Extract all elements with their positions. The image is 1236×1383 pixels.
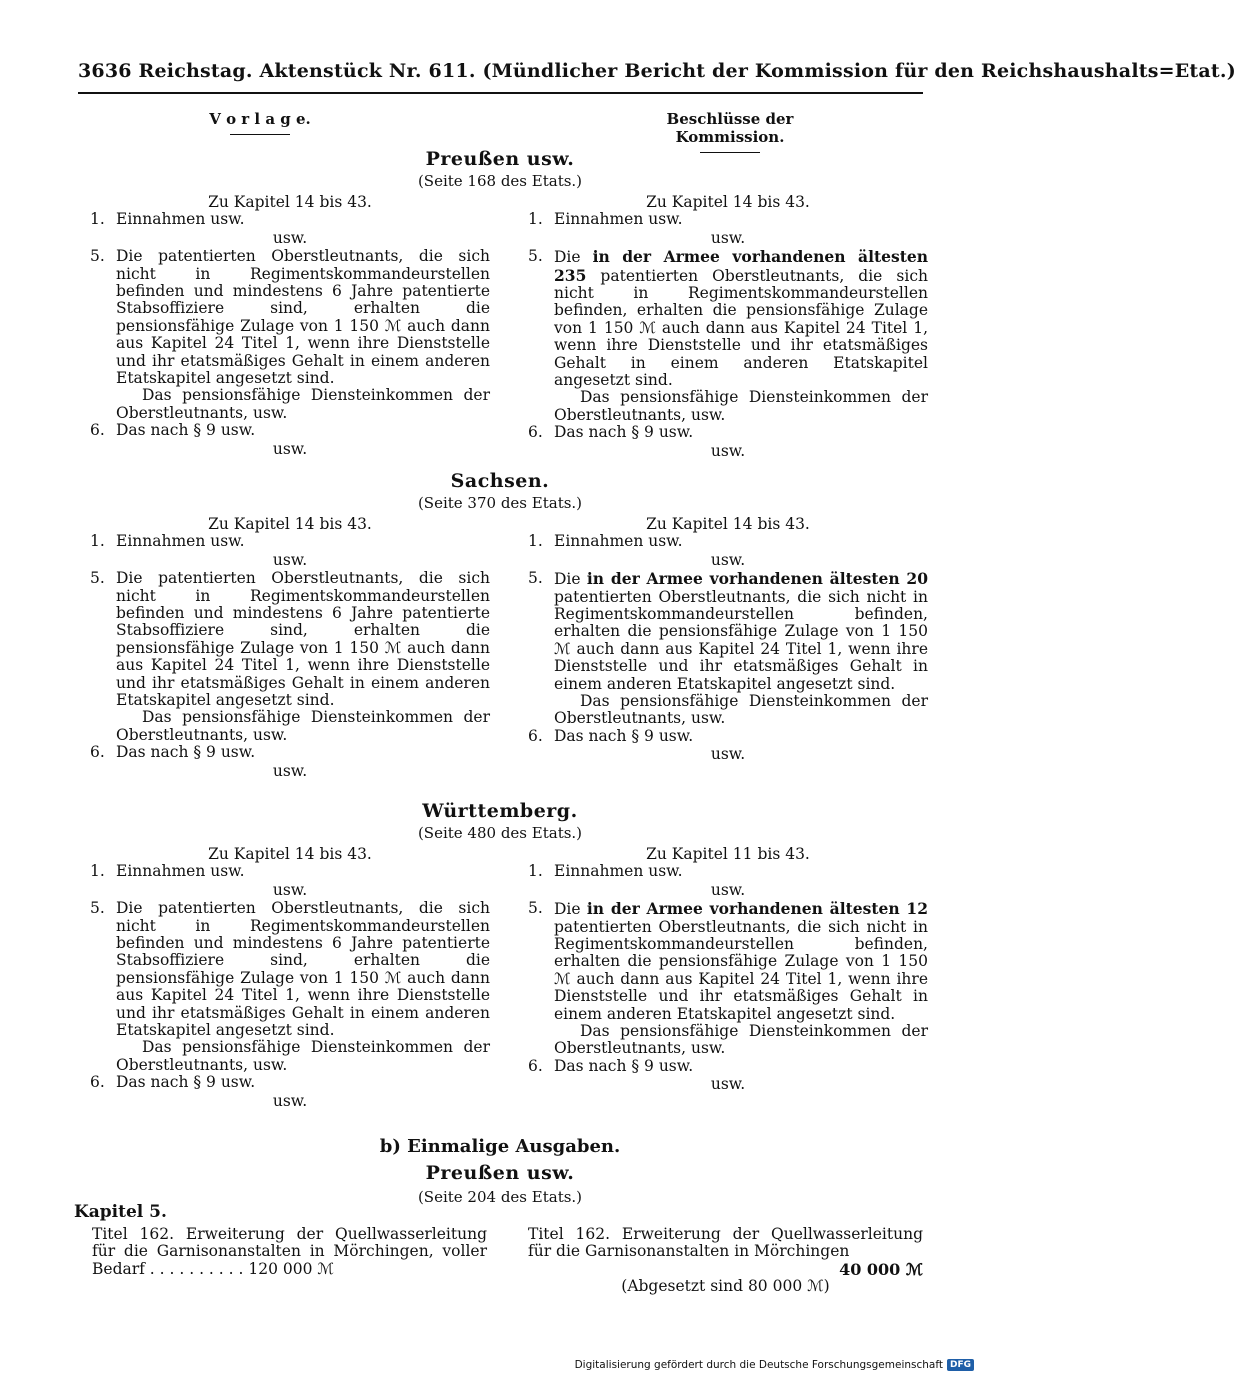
item-text: Einnahmen usw. <box>554 532 683 551</box>
section-title: Preußen usw. <box>425 148 575 170</box>
item-number: 6. <box>528 423 543 442</box>
item-number: 6. <box>528 726 543 745</box>
item-text-pre: Die <box>554 570 587 589</box>
vorlage-column <box>90 516 490 781</box>
paragraph: Das pensionsfähige Diensteinkommen der Oberstleutnants, usw. <box>116 386 490 422</box>
item-5 <box>90 570 490 709</box>
section-subtitle: (Seite 480 des Etats.) <box>417 824 583 842</box>
amendment-bold: in der Armee vorhandenen ältesten 20 <box>586 569 929 589</box>
item-text-post: patentierten Oberstleutnants, die sich nicht in Regimentskommandeurstellen befinden, erhalten die pensionsfähige Zulage von 1 150 ℳ auch dann aus Kapitel 24 Titel 1, wenn ihre Dienststelle und ihr etatsmäßiges Gehalt in einem anderen Etatskapitel angesetzt sind. <box>554 917 928 1023</box>
dfg-logo: DFG <box>947 1359 974 1371</box>
item-text <box>554 570 928 693</box>
section-subtitle: (Seite 370 des Etats.) <box>417 494 583 512</box>
kapitel-heading: Zu Kapitel 14 bis 43. <box>208 845 372 863</box>
item-number: 6. <box>90 1073 105 1092</box>
item-number: 1. <box>528 862 543 881</box>
item-text-pre: Die <box>554 900 587 919</box>
titel-162-beschluss <box>528 1226 923 1296</box>
item-1 <box>90 211 490 228</box>
usw-line: usw. <box>710 1075 746 1094</box>
column-head-right-label: Beschlüsse der Kommission. <box>666 110 794 146</box>
kapitel-heading: Zu Kapitel 14 bis 43. <box>646 515 810 533</box>
item-number: 6. <box>90 743 105 762</box>
item-6 <box>528 424 928 441</box>
usw-line: usw. <box>272 228 308 247</box>
item-text: Das nach § 9 usw. <box>116 743 256 762</box>
beschluesse-column <box>528 846 928 1095</box>
titel-162-vorlage: Titel 162. Erweiterung der Quellwasserleitung für die Garnisonanstalten in Mörchingen, voller Bedarf . . . . . . . . . . 120 000 ℳ <box>92 1225 487 1278</box>
section-title: Württemberg. <box>422 800 578 822</box>
usw-line: usw. <box>710 550 746 569</box>
item-text: Die patentierten Oberstleutnants, die sich nicht in Regimentskommandeurstellen befinden und mindestens 6 Jahre patentierte Stabsoffiziere sind, erhalten die pensionsfähige Zulage von 1 150 ℳ auch dann aus Kapitel 24 Titel 1, wenn ihre Dienststelle und ihr etatsmäßiges Gehalt in einem anderen Etatskapitel angesetzt sind. <box>116 899 490 1040</box>
item-5 <box>90 248 490 387</box>
section-subtitle: (Seite 168 des Etats.) <box>417 172 583 190</box>
section-title: Sachsen. <box>450 470 550 492</box>
paragraph: Das pensionsfähige Diensteinkommen der Oberstleutnants, usw. <box>116 708 490 744</box>
item-number: 6. <box>528 1056 543 1075</box>
item-text: Einnahmen usw. <box>116 532 245 551</box>
einmalige-title: Preußen usw. <box>425 1162 575 1184</box>
item-1 <box>90 533 490 550</box>
beschluesse-column <box>528 194 928 461</box>
item-1 <box>90 863 490 880</box>
item-text <box>554 900 928 1023</box>
usw-line: usw. <box>710 745 746 764</box>
item-number: 1. <box>90 210 105 229</box>
item-text <box>554 248 928 389</box>
item-text: Das nach § 9 usw. <box>116 421 256 440</box>
section-preussen <box>0 148 1000 460</box>
item-number: 5. <box>528 247 543 266</box>
section-sachsen <box>0 470 1000 780</box>
page-header: 3636 Reichstag. Aktenstück Nr. 611. (Mündlicher Bericht der Kommission für den Reichshaushalts=Etat.) <box>78 60 1236 82</box>
item-1 <box>528 863 928 880</box>
usw-line: usw. <box>272 761 308 780</box>
item-text: Das nach § 9 usw. <box>554 1056 694 1075</box>
einmalige-subtitle: (Seite 204 des Etats.) <box>417 1188 583 1206</box>
kapitel-heading: Zu Kapitel 14 bis 43. <box>208 193 372 211</box>
item-5 <box>528 900 928 1023</box>
item-number: 1. <box>528 210 543 229</box>
item-text-post: patentierten Oberstleutnants, die sich nicht in Regimentskommandeurstellen befinden, erhalten die pensionsfähige Zulage von 1 150 ℳ auch dann aus Kapitel 24 Titel 1, wenn ihre Dienststelle und ihr etatsmäßiges Gehalt in einem anderen Etatskapitel angesetzt sind. <box>554 266 928 390</box>
paragraph: Das pensionsfähige Diensteinkommen der Oberstleutnants, usw. <box>554 692 928 728</box>
paragraph: Das pensionsfähige Diensteinkommen der Oberstleutnants, usw. <box>554 388 928 424</box>
kapitel-5-heading: Kapitel 5. <box>74 1202 167 1222</box>
column-head-left-label: V o r l a g e. <box>209 110 311 128</box>
header-rule <box>78 92 923 94</box>
item-number: 1. <box>90 532 105 551</box>
item-text: Das nach § 9 usw. <box>116 1073 256 1092</box>
item-number: 5. <box>90 247 105 266</box>
paragraph: Das pensionsfähige Diensteinkommen der Oberstleutnants, usw. <box>116 1038 490 1074</box>
item-text: Einnahmen usw. <box>554 862 683 881</box>
item-text-post: patentierten Oberstleutnants, die sich nicht in Regimentskommandeurstellen befinden, erhalten die pensionsfähige Zulage von 1 150 ℳ auch dann aus Kapitel 24 Titel 1, wenn ihre Dienststelle und ihr etatsmäßiges Gehalt in einem anderen Etatskapitel angesetzt sind. <box>554 587 928 693</box>
kapitel-heading: Zu Kapitel 14 bis 43. <box>208 515 372 533</box>
item-1 <box>528 533 928 550</box>
item-text-pre: Die <box>554 248 593 267</box>
amendment-bold: in der Armee vorhandenen ältesten 235 <box>554 247 929 285</box>
section-wuerttemberg <box>0 800 1000 1110</box>
item-number: 5. <box>528 899 543 918</box>
item-number: 5. <box>528 569 543 588</box>
item-5 <box>528 570 928 693</box>
usw-line: usw. <box>272 880 308 899</box>
item-number: 5. <box>90 569 105 588</box>
usw-line: usw. <box>710 441 746 460</box>
item-number: 1. <box>528 532 543 551</box>
kapitel-heading: Zu Kapitel 14 bis 43. <box>646 193 810 211</box>
abgesetzt-note: (Abgesetzt sind 80 000 ℳ) <box>621 1277 830 1296</box>
paragraph: Das pensionsfähige Diensteinkommen der Oberstleutnants, usw. <box>554 1022 928 1058</box>
vorlage-column <box>90 846 490 1111</box>
item-text: Einnahmen usw. <box>554 210 683 229</box>
beschluesse-column <box>528 516 928 765</box>
item-6 <box>90 1074 490 1091</box>
item-6 <box>90 422 490 439</box>
item-text: Das nach § 9 usw. <box>554 726 694 745</box>
item-number: 5. <box>90 899 105 918</box>
item-text: Das nach § 9 usw. <box>554 423 694 442</box>
item-text: Die patentierten Oberstleutnants, die sich nicht in Regimentskommandeurstellen befinden und mindestens 6 Jahre patentierte Stabsoffiziere sind, erhalten die pensionsfähige Zulage von 1 150 ℳ auch dann aus Kapitel 24 Titel 1, wenn ihre Dienststelle und ihr etatsmäßiges Gehalt in einem anderen Etatskapitel angesetzt sind. <box>116 247 490 388</box>
usw-line: usw. <box>710 880 746 899</box>
item-6 <box>528 1058 928 1075</box>
item-text: Einnahmen usw. <box>116 210 245 229</box>
vorlage-column <box>90 194 490 459</box>
titel-162-text: Titel 162. Erweiterung der Quellwasserleitung für die Garnisonanstalten in Mörchingen <box>528 1225 923 1261</box>
column-head-left-rule <box>230 134 290 135</box>
item-number: 6. <box>90 421 105 440</box>
titel-162-amount: 40 000 ℳ <box>839 1259 923 1279</box>
usw-line: usw. <box>272 439 308 458</box>
usw-line: usw. <box>710 228 746 247</box>
kapitel-heading: Zu Kapitel 11 bis 43. <box>646 845 810 863</box>
item-text: Einnahmen usw. <box>116 862 245 881</box>
amendment-bold: in der Armee vorhandenen ältesten 12 <box>586 899 929 919</box>
item-text: Die patentierten Oberstleutnants, die sich nicht in Regimentskommandeurstellen befinden und mindestens 6 Jahre patentierte Stabsoffiziere sind, erhalten die pensionsfähige Zulage von 1 150 ℳ auch dann aus Kapitel 24 Titel 1, wenn ihre Dienststelle und ihr etatsmäßiges Gehalt in einem anderen Etatskapitel angesetzt sind. <box>116 569 490 710</box>
item-5 <box>90 900 490 1039</box>
footer <box>575 1359 974 1371</box>
item-5 <box>528 248 928 389</box>
item-6 <box>90 744 490 761</box>
usw-line: usw. <box>272 550 308 569</box>
item-1 <box>528 211 928 228</box>
item-6 <box>528 728 928 745</box>
usw-line: usw. <box>272 1091 308 1110</box>
footer-text: Digitalisierung gefördert durch die Deutsche Forschungsgemeinschaft <box>574 1359 943 1371</box>
column-head-right <box>610 110 850 153</box>
einmalige-heading: b) Einmalige Ausgaben. <box>379 1136 621 1157</box>
column-head-left <box>190 110 330 135</box>
item-number: 1. <box>90 862 105 881</box>
